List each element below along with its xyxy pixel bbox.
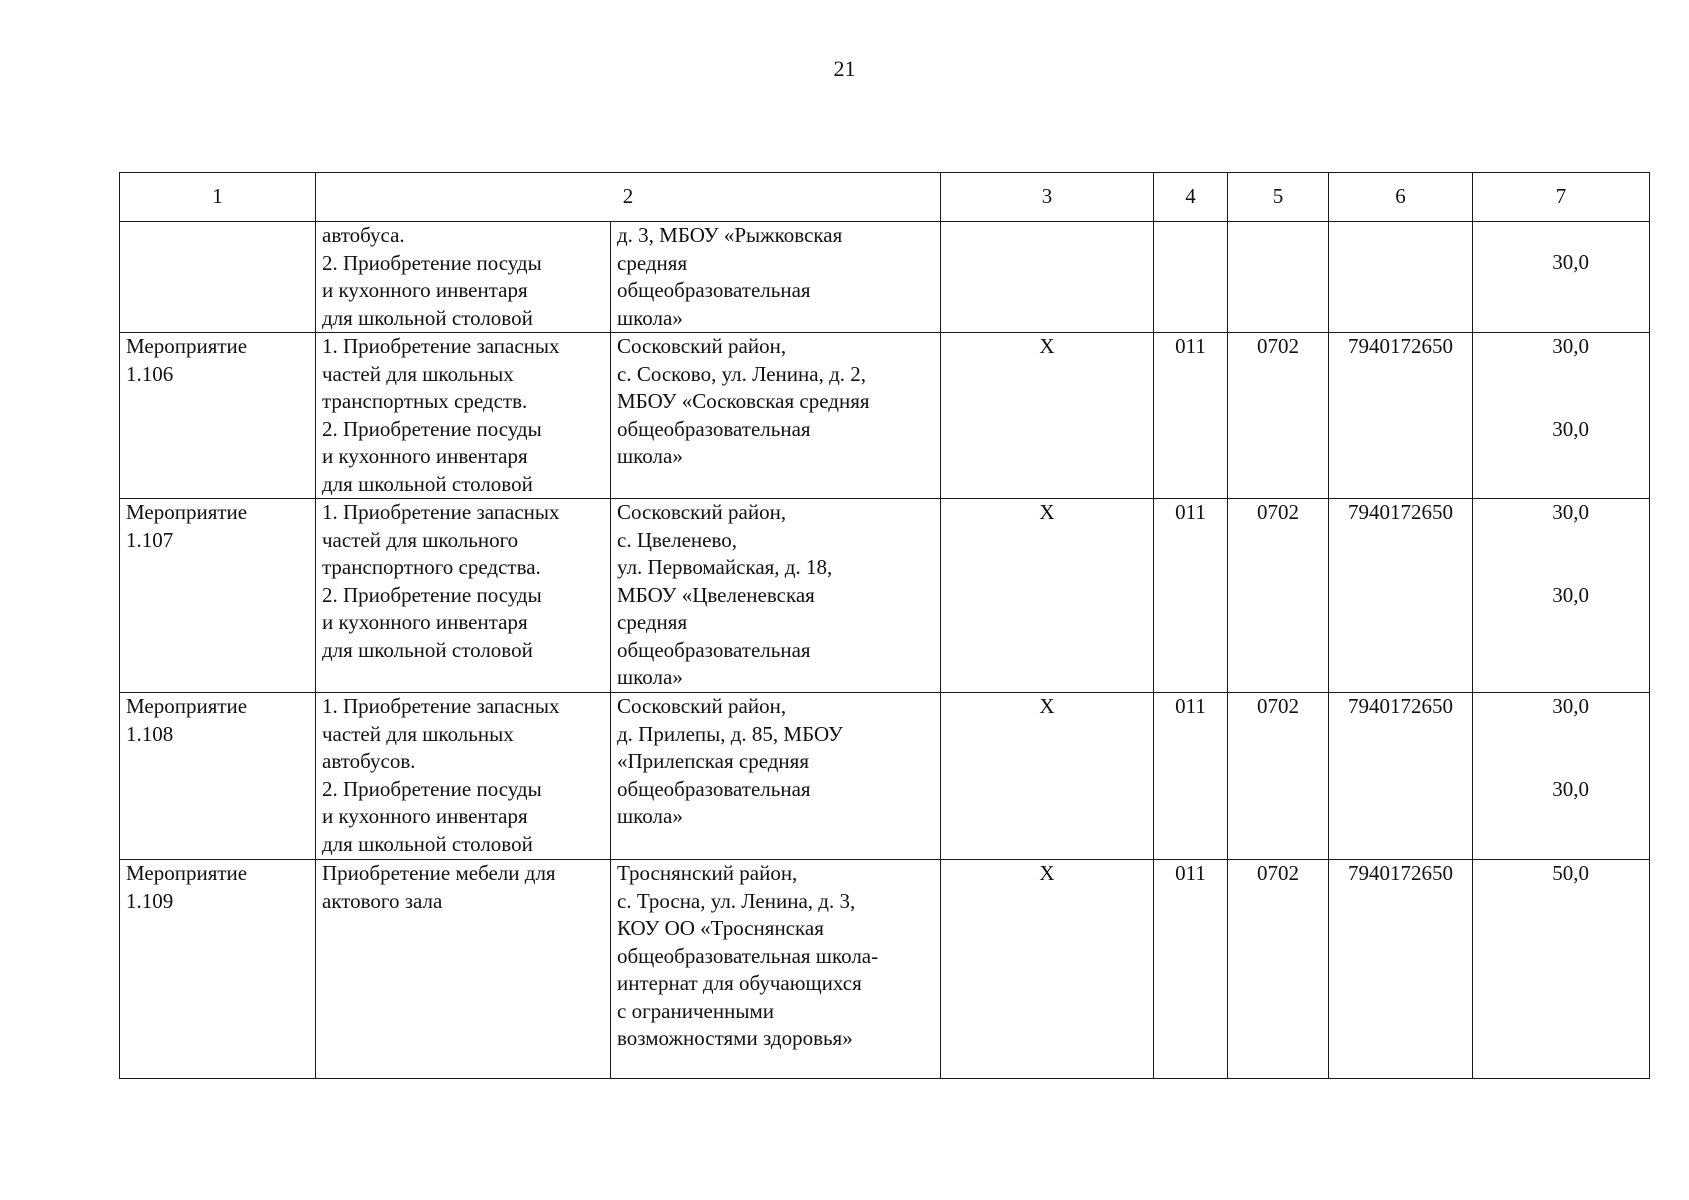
- amount-value-2: 30,0: [1552, 416, 1589, 441]
- table-body: [120, 222, 1650, 1079]
- amount-value-1: [1479, 222, 1589, 249]
- activity-cell: [120, 222, 316, 333]
- col4-cell: 011: [1154, 499, 1228, 693]
- description-cell: автобуса. 2. Приобретение посуды и кухонного инвентаря для школьной столовой: [316, 222, 611, 333]
- table-row: [120, 222, 1650, 333]
- description-cell: 1. Приобретение запасных частей для школьных транспортных средств. 2. Приобретение посуды и кухонного инвентаря для школьной столовой: [316, 333, 611, 499]
- description-cell: 1. Приобретение запасных частей для школьных автобусов. 2. Приобретение посуды и кухонного инвентаря для школьной столовой: [316, 693, 611, 860]
- description-cell: Приобретение мебели для актового зала: [316, 860, 611, 1079]
- header-col-7: 7: [1473, 173, 1650, 222]
- location-cell: д. 3, МБОУ «Рыжковская средняя общеобразовательная школа»: [611, 222, 941, 333]
- activity-cell: Мероприятие 1.109: [120, 860, 316, 1079]
- header-col-4: 4: [1154, 173, 1228, 222]
- col3-cell: X: [941, 693, 1154, 860]
- col6-cell: 7940172650: [1329, 693, 1473, 860]
- col4-cell: 011: [1154, 860, 1228, 1079]
- amount-cell: [1473, 860, 1650, 1079]
- description-cell: 1. Приобретение запасных частей для школьного транспортного средства. 2. Приобретение посуды и кухонного инвентаря для школьной столовой: [316, 499, 611, 693]
- amount-value-1: 30,0: [1552, 334, 1589, 358]
- col5-cell: 0702: [1228, 333, 1329, 499]
- amount-value-2: 30,0: [1552, 776, 1589, 801]
- col3-cell: X: [941, 333, 1154, 499]
- col6-cell: 7940172650: [1329, 860, 1473, 1079]
- location-cell: Сосковский район, с. Цвеленево, ул. Первомайская, д. 18, МБОУ «Цвеленевская средняя общеобразовательная школа»: [611, 499, 941, 693]
- col5-cell: 0702: [1228, 860, 1329, 1079]
- col3-cell: X: [941, 860, 1154, 1079]
- header-row: [120, 173, 1650, 222]
- table-row: [120, 499, 1650, 693]
- col4-cell: [1154, 222, 1228, 333]
- header-col-6: 6: [1329, 173, 1473, 222]
- table-row: [120, 693, 1650, 860]
- col6-cell: 7940172650: [1329, 333, 1473, 499]
- table-header: [120, 173, 1650, 222]
- activity-cell: Мероприятие 1.107: [120, 499, 316, 693]
- col6-cell: 7940172650: [1329, 499, 1473, 693]
- amount-cell: [1473, 693, 1650, 860]
- amount-cell: [1473, 222, 1650, 333]
- col5-cell: 0702: [1228, 499, 1329, 693]
- amount-gap: [1479, 527, 1589, 582]
- header-col-3: 3: [941, 173, 1154, 222]
- col3-cell: [941, 222, 1154, 333]
- activity-cell: Мероприятие 1.106: [120, 333, 316, 499]
- amount-value-1: 30,0: [1552, 500, 1589, 524]
- amount-cell: [1473, 499, 1650, 693]
- amount-value-1: 30,0: [1552, 694, 1589, 718]
- amount-gap: [1479, 361, 1589, 416]
- table-row: [120, 860, 1650, 1079]
- col3-cell: X: [941, 499, 1154, 693]
- header-col-1: 1: [120, 173, 316, 222]
- amount-value-2: 30,0: [1552, 250, 1589, 274]
- amount-value-1: 50,0: [1552, 861, 1589, 885]
- location-cell: Сосковский район, с. Сосково, ул. Ленина, д. 2, МБОУ «Сосковская средняя общеобразовательная школа»: [611, 333, 941, 499]
- col4-cell: 011: [1154, 333, 1228, 499]
- activity-cell: Мероприятие 1.108: [120, 693, 316, 860]
- amount-cell: [1473, 333, 1650, 499]
- col4-cell: 011: [1154, 693, 1228, 860]
- location-cell: Сосковский район, д. Прилепы, д. 85, МБОУ «Прилепская средняя общеобразовательная школа»: [611, 693, 941, 860]
- header-col-5: 5: [1228, 173, 1329, 222]
- col5-cell: [1228, 222, 1329, 333]
- col6-cell: [1329, 222, 1473, 333]
- page-number: 21: [833, 56, 856, 81]
- table-row: [120, 333, 1650, 499]
- location-cell: Троснянский район, с. Тросна, ул. Ленина, д. 3, КОУ ОО «Троснянская общеобразовательная школа- интернат для обучающихся с ограниченными возможностями здоровья»: [611, 860, 941, 1079]
- amount-value-2: 30,0: [1552, 582, 1589, 607]
- amount-gap: [1479, 721, 1589, 776]
- col5-cell: 0702: [1228, 693, 1329, 860]
- header-col-2: 2: [316, 173, 941, 222]
- budget-table: [119, 172, 1650, 1079]
